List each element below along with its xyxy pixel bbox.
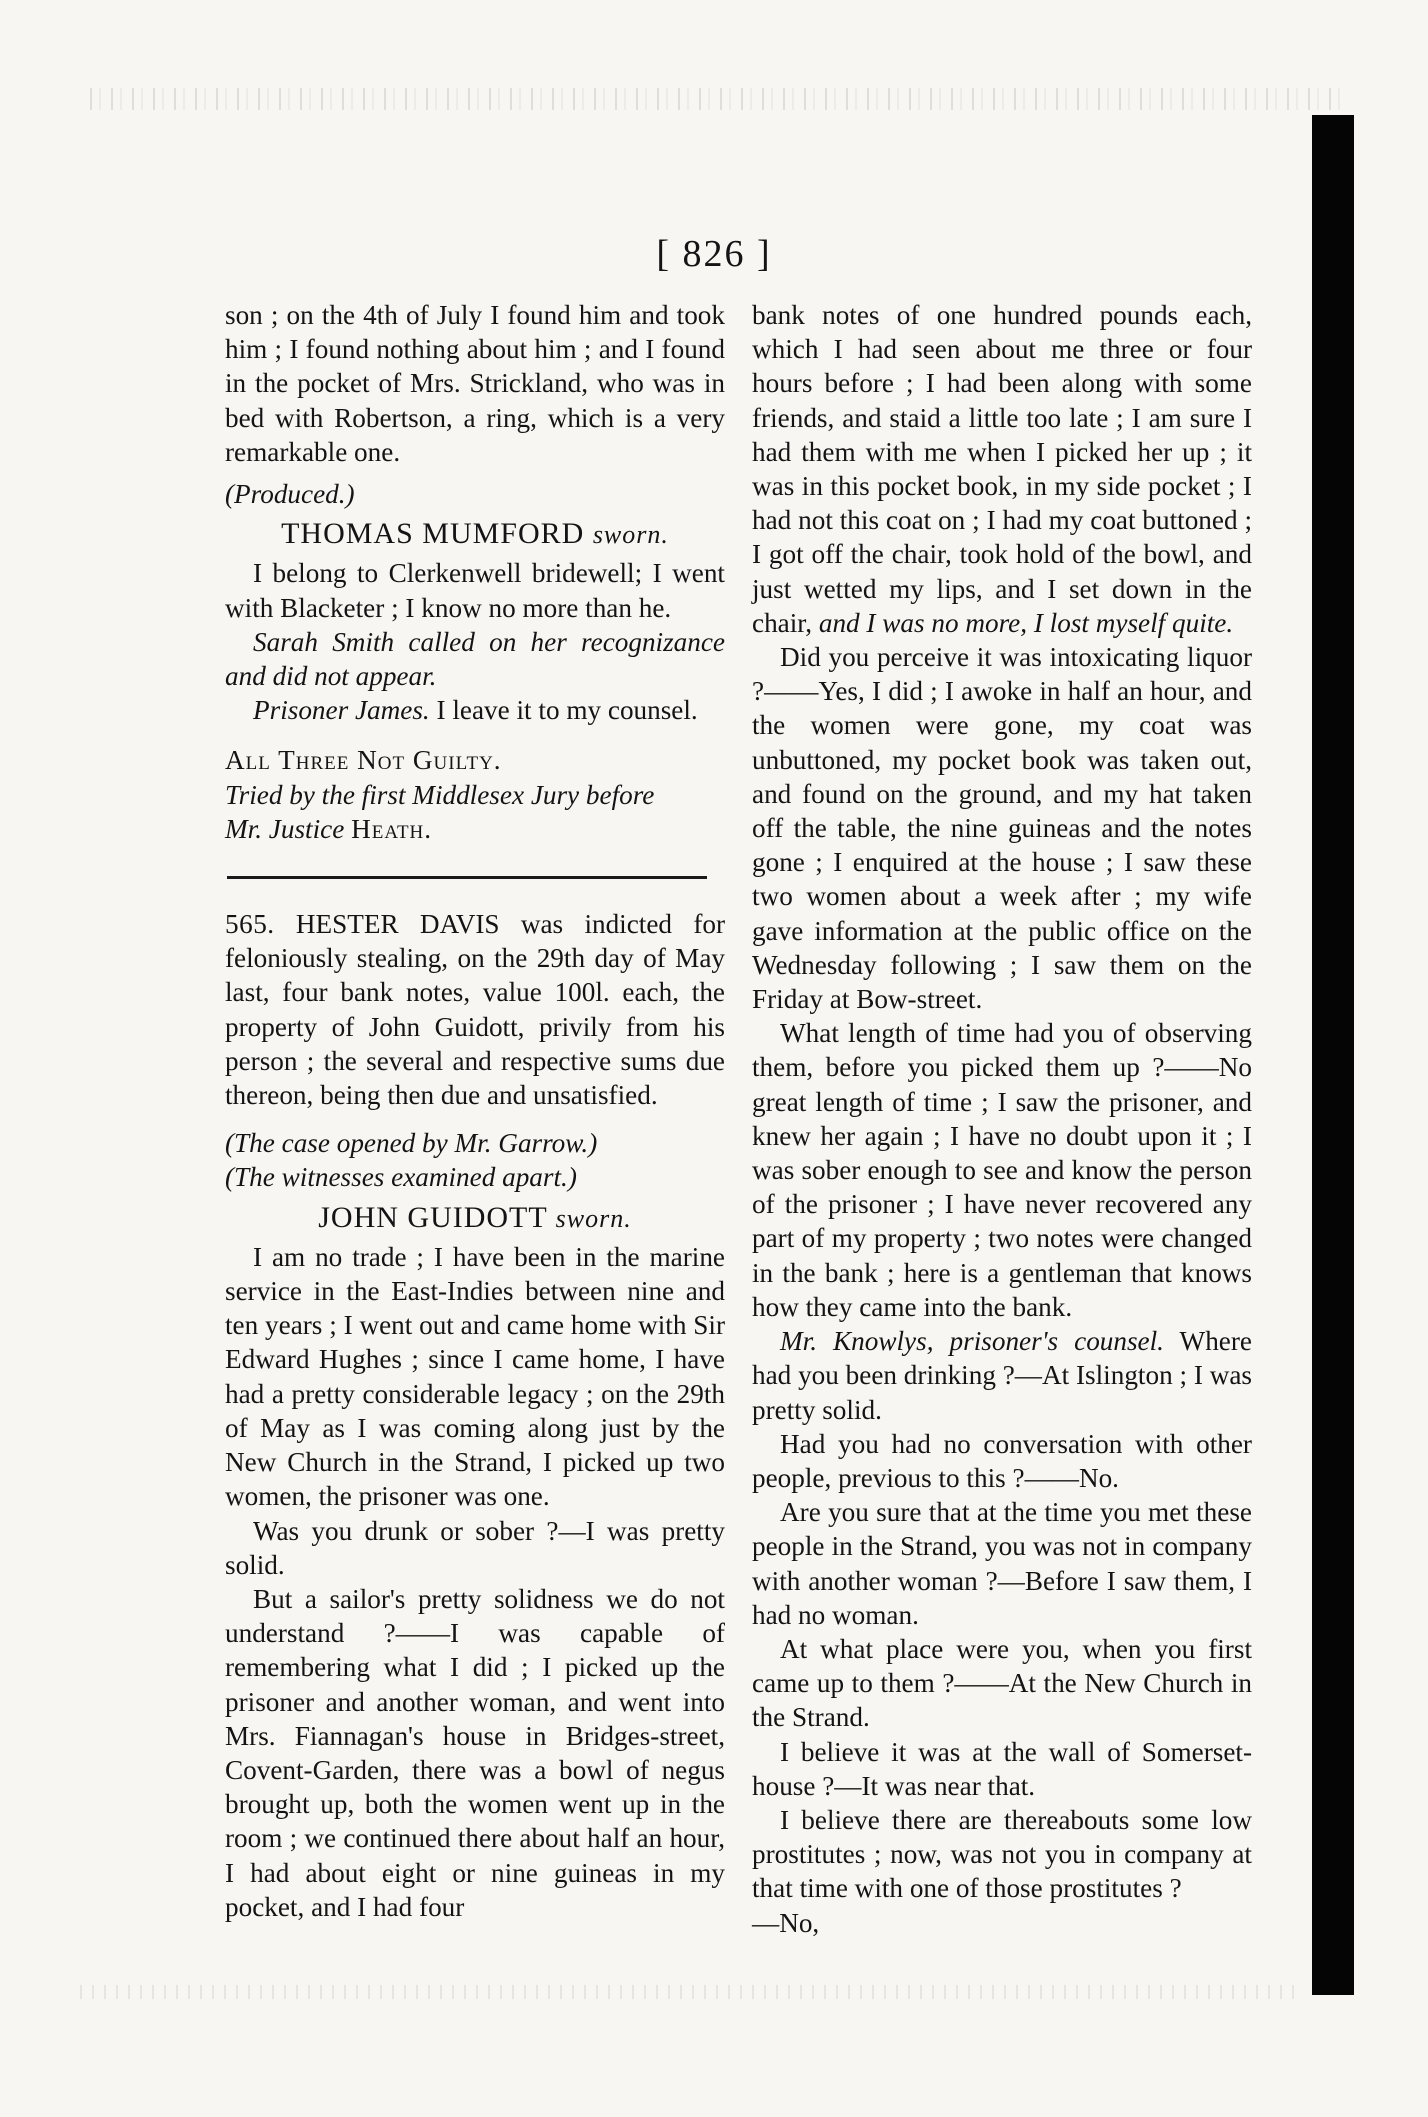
- paragraph: I belong to Clerkenwell bridewell; I went with Blacketer ; I know no more than he.: [225, 558, 725, 623]
- witness-name: JOHN GUIDOTT: [318, 1200, 548, 1234]
- paragraph: Are you sure that at the time you met these people in the Strand, you was not in company with another woman ?—Before I saw them, I had no woman.: [752, 1497, 1252, 1630]
- paragraph: I believe it was at the wall of Somerset-house ?—It was near that.: [752, 1736, 1252, 1801]
- witness-heading: [225, 517, 725, 552]
- case-text: was indicted for feloniously stealing, on the 29th day of May last, four bank notes, value 100l. each, the property of John Guidott, privily from his person ; the several and respective sums due thereon, being then due and unsatisfied.: [225, 909, 726, 1111]
- paragraph: I am no trade ; I have been in the marine service in the East-Indies between nine and ten years ; I went out and came home with Sir Edward Hughes ; since I came home, I have had a pretty considerable legacy ; on the 29th of May as I was coming along just by the New Church in the Strand, I picked up two women, the prisoner was one.: [225, 1241, 725, 1512]
- paragraph: Did you perceive it was intoxicating liquor ?——Yes, I did ; I awoke in half an hour, and the women were gone, my coat was unbuttoned, my pocket book was taken out, and found on the ground, and my hat taken off the table, the nine guineas and the notes gone ; I enquired at the house ; I saw these two women about a week after ; my wife gave information at the public office on the Wednesday following ; I saw them on the Friday at Bow-street.: [752, 642, 1252, 1015]
- case-note: (The witnesses examined apart.): [225, 1162, 577, 1193]
- paragraph-text: bank notes of one hundred pounds each, which I had seen about me three or four hours before ; I had been along with some friends, and staid a little too late ; I am sure I had them with me when I picked her up ; it was in this pocket book, in my side pocket ; I had not this coat on ; I had my coat buttoned ; I got off the chair, took hold of the bowl, and just wetted my lips, and I set down in the chair,: [752, 300, 1252, 638]
- paragraph: Was you drunk or sober ?—I was pretty solid.: [225, 1515, 725, 1580]
- paragraph: At what place were you, when you first came up to them ?——At the New Church in the Strand.: [752, 1633, 1252, 1733]
- scan-binding-edge: [1312, 115, 1354, 1995]
- paragraph: I believe there are thereabouts some low prostitutes ; now, was not you in company at that time with one of those prostitutes ?: [752, 1804, 1252, 1904]
- case-note: (The case opened by Mr. Garrow.): [225, 1128, 598, 1159]
- speaker-label: Prisoner James.: [253, 695, 430, 726]
- prisoner-statement: [225, 693, 725, 727]
- sworn-label: sworn.: [592, 520, 669, 550]
- paragraph: [752, 1324, 1252, 1427]
- paragraph: son ; on the 4th of July I found him and took him ; I found nothing about him ; and I found in the pocket of Mrs. Strickland, who was in bed with Robertson, a ring, which is a very remarkable one.: [225, 300, 725, 467]
- section-divider: [227, 876, 707, 879]
- produced-note: (Produced.): [225, 479, 355, 510]
- speaker-label: Mr. Knowlys, prisoner's counsel.: [780, 1326, 1164, 1357]
- left-column: [225, 298, 725, 1924]
- witness-heading: [225, 1201, 725, 1236]
- page-number: [ 826 ]: [656, 233, 772, 275]
- tried-line-2: [225, 812, 725, 846]
- judge-title: Mr. Justice: [225, 813, 345, 844]
- paragraph-italic: and I was no more, I lost myself quite.: [818, 607, 1234, 638]
- paragraph: [752, 298, 1252, 640]
- paragraph: But a sailor's pretty solidness we do not understand ?——I was capable of remembering what I did ; I picked up the prisoner and another woman, and went into Mrs. Fiannagan's house in Bridges-street, Covent-Garden, there was a bowl of negus brought up, both the women went up in the room ; we continued there about half an hour, I had about eight or nine guineas in my pocket, and I had four: [225, 1583, 725, 1922]
- sworn-label: sworn.: [555, 1203, 632, 1233]
- case-number: 565.: [225, 909, 275, 940]
- case-name: HESTER DAVIS: [295, 909, 500, 940]
- tried-line-1: Tried by the first Middlesex Jury before: [225, 779, 655, 810]
- scan-noise-top: [90, 88, 1340, 110]
- paragraph-text: Where had you been drinking ?—At Islington ; I was pretty solid.: [752, 1326, 1252, 1425]
- paragraph: Sarah Smith called on her recognizance and did not appear.: [225, 626, 725, 692]
- statement-text: I leave it to my counsel.: [436, 695, 698, 726]
- paragraph: Had you had no conversation with other people, previous to this ?——No.: [752, 1428, 1252, 1493]
- verdict: All Three Not Guilty.: [225, 745, 502, 776]
- scan-noise-bottom: [80, 1985, 1300, 1999]
- case-paragraph: [225, 907, 725, 1112]
- catchword: —No,: [752, 1907, 820, 1938]
- witness-name: THOMAS MUMFORD: [281, 517, 585, 551]
- right-column: [752, 298, 1252, 1940]
- paragraph: What length of time had you of observing them, before you picked them up ?——No great length of time ; I saw the prisoner, and knew her again ; I have no doubt upon it ; I was sober enough to see and know the person of the prisoner ; I have never recovered any part of my property ; two notes were changed in the bank ; here is a gentleman that knows how they came into the bank.: [752, 1018, 1252, 1322]
- judge-name: Heath.: [351, 813, 433, 844]
